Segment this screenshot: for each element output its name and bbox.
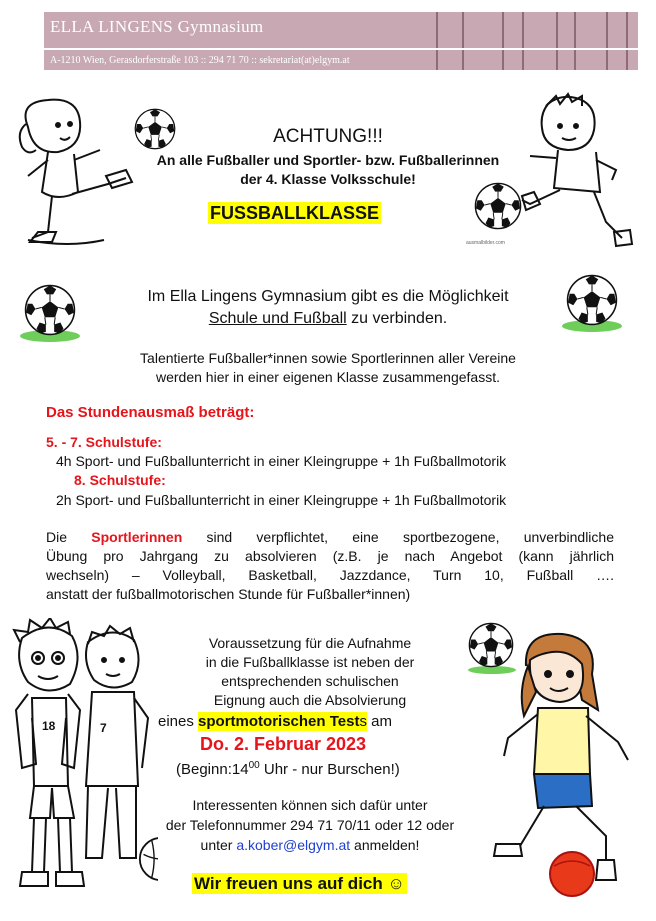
girl-running-illustration [480,630,650,900]
talent-text: Talentierte Fußballer*innen sowie Sportlerinnen aller Vereine werden hier in einer eigenen Klasse zusammengefasst. [140,350,516,385]
school-name: ELLA LINGENS Gymnasium [50,17,264,36]
soccer-ball-on-grass-icon [556,270,626,336]
test-time: ($Beginn:14^{00}$ Uhr - nur Burschen!) [176,760,400,778]
soccer-ball-on-grass-icon [14,278,84,344]
admission-test-line: eines sportmotorischen Tests am [158,713,392,730]
level1-text: 4h Sport- und Fußballunterricht in einer Kleingruppe + 1h Fußballmotorik [56,453,507,469]
closing-banner: Wir freuen uns auf dich ☺ [194,874,405,893]
sportlerinnen-last-line: anstatt der fußballmotorischen Stunde für Fußballer*innen) [46,586,411,602]
svg-text:7: 7 [100,721,107,735]
level1-label: 5. - 7. Schulstufe: [46,434,162,450]
two-boys-illustration [8,618,158,900]
header-banner [44,12,638,70]
school-address: A-1210 Wien, Gerasdorferstraße 103 :: 294 71 70 :: sekretariat(at)elgym.at [50,55,350,66]
clipart-credit: ausmalbilder.com [466,240,505,246]
level2-text: 2h Sport- und Fußballunterricht in einer Kleingruppe + 1h Fußballmotorik [56,492,507,508]
email-link[interactable]: a.kober@elgym.at [236,837,351,853]
test-date: Do. 2. Februar 2023 [200,734,367,754]
svg-text:18: 18 [42,719,56,733]
sportlerinnen-paragraph: Die Sportlerinnen sind verpflichtet, eine sportbezogene, unverbindliche Übung pro Jahrgang zu absolvieren (z.B. je nach Angebot (kann jährlich wechseln) – Volleyball, Basketball, Jazzdance, Turn 10, Fußball …. [46,529,614,583]
class-name-badge: FUSSBALLKLASSE [210,203,380,223]
contact-text: Interessenten können sich dafür unter der Telefonnummer 294 71 70/11 oder 12 oder unter a.kober@elgym.at anmelden! [165,797,455,853]
hours-heading: Das Stundenausmaß beträgt: [46,404,255,421]
level2-label: 8. Schulstufe: [74,472,166,488]
subtitle: An alle Fußballer und Sportler- bzw. Fußballerinnen der 4. Klasse Volksschule! [156,152,500,187]
admission-text: Voraussetzung für die Aufnahme in die Fußballklasse ist neben der entsprechenden schulischen Eignung auch die Absolvierung [205,635,415,708]
soccer-ball-icon [474,182,522,230]
smiley-icon: ☺ [387,874,405,893]
lead-text: Im Ella Lingens Gymnasium gibt es die Möglichkeit Schule und Fußball zu verbinden. [147,288,509,327]
page-title: ACHTUNG!!! [273,126,383,147]
